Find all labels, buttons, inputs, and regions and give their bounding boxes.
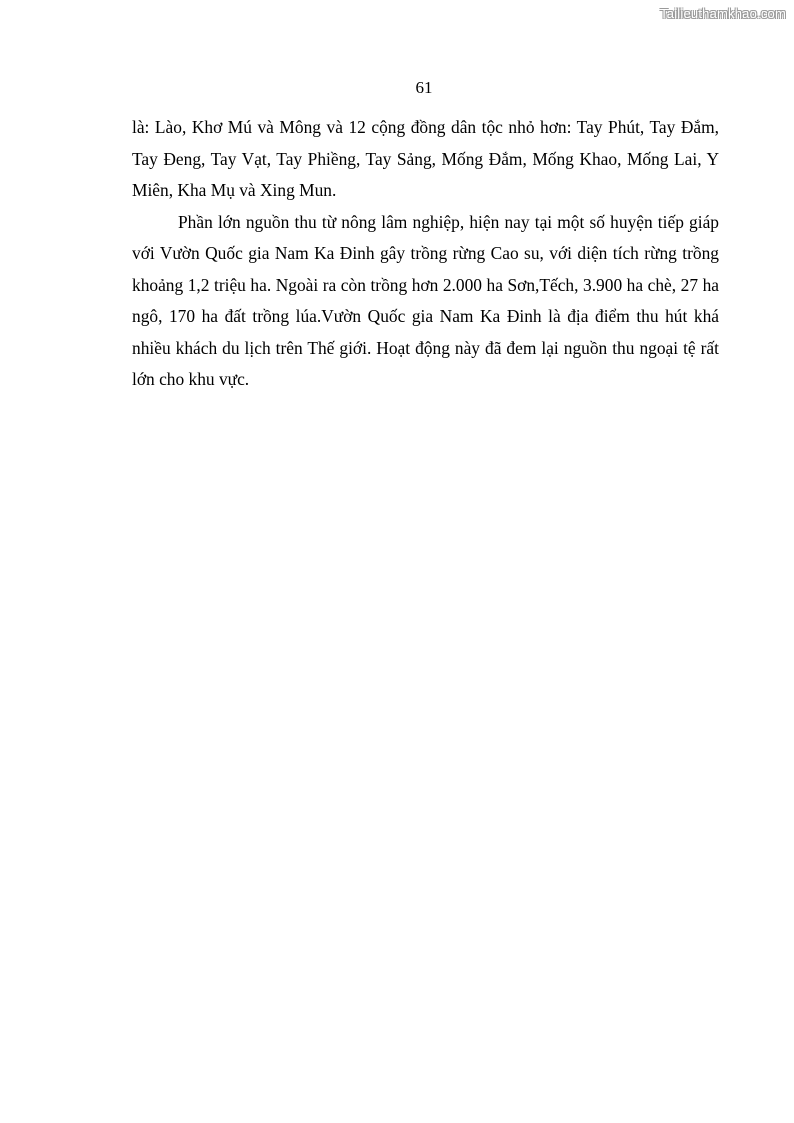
paragraph: Phần lớn nguồn thu từ nông lâm nghiệp, hiện nay tại một số huyện tiếp giáp với Vườn Quốc gia Nam Ka Đinh gây trồng rừng Cao su, với diện tích rừng trồng khoảng 1,2 triệu ha. Ngoài ra còn trồng hơn 2.000 ha Sơn,Tếch, 3.900 ha chè, 27 ha ngô, 170 ha đất trồng lúa.Vườn Quốc gia Nam Ka Đinh là địa điểm thu hút khá nhiều khách du lịch trên Thế giới. Hoạt động này đã đem lại nguồn thu ngoại tệ rất lớn cho khu vực. bbox=[132, 211, 719, 389]
page-number: 61 bbox=[415, 78, 433, 97]
paragraph-continuation: là: Lào, Khơ Mú và Mông và 12 cộng đồng dân tộc nhỏ hơn: Tay Phút, Tay Đắm, Tay Đeng, Tay Vạt, Tay Phiềng, Tay Sảng, Mống Đắm, Mống Khao, Mống Lai, Y Miên, Kha Mụ và Xing Mun. bbox=[132, 117, 719, 200]
body-text bbox=[132, 112, 719, 396]
watermark: Tailieuthamkhao.com bbox=[660, 6, 786, 21]
